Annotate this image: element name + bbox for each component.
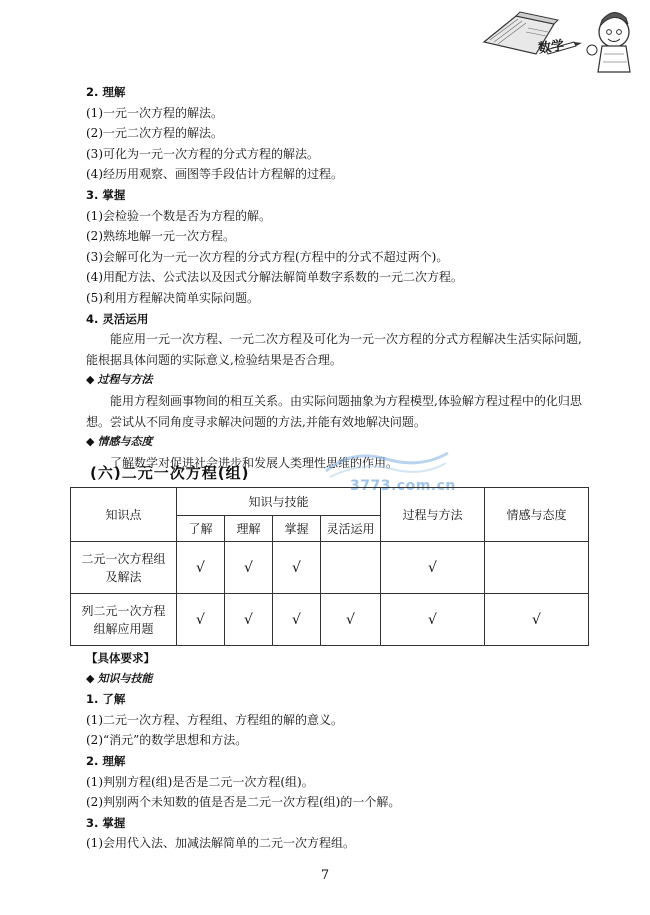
table-row bbox=[71, 542, 589, 594]
requirements-table bbox=[70, 487, 589, 646]
diamond-bullet-icon: ◆ bbox=[86, 373, 95, 387]
section-title: (六)二元一次方程(组) bbox=[90, 464, 250, 482]
check-mark: √ bbox=[381, 594, 485, 646]
check-mark: √ bbox=[273, 594, 321, 646]
check-mark bbox=[485, 542, 589, 594]
row-label-line: 组解应用题 bbox=[93, 621, 154, 636]
table-row bbox=[71, 594, 589, 646]
page-number: 7 bbox=[320, 868, 330, 883]
list-item: (2)“消元”的数学思想和方法。 bbox=[86, 733, 248, 748]
row-label bbox=[71, 542, 177, 594]
list-item: (2)判别两个未知数的值是否是二元一次方程(组)的一个解。 bbox=[86, 795, 401, 810]
list-item: (1)会用代入法、加减法解简单的二元一次方程组。 bbox=[86, 836, 355, 851]
col-header-process-method: 过程与方法 bbox=[381, 488, 485, 542]
paragraph-process-method: 能用方程刻画事物间的相互关系。由实际问题抽象为方程模型,体验解方程过程中的化归思想。尝试从不同角度寻求解决问题的方法,并能有效地解决问题。 bbox=[86, 393, 582, 429]
diamond-bullet-icon: ◆ bbox=[86, 671, 95, 685]
heading-label: 过程与方法 bbox=[97, 373, 153, 387]
check-mark bbox=[321, 542, 381, 594]
sub-header-flexible: 灵活运用 bbox=[321, 516, 381, 542]
heading-know: 1. 了解 bbox=[86, 692, 126, 707]
row-label-line: 及解法 bbox=[105, 569, 142, 584]
heading-master: 3. 掌握 bbox=[86, 815, 126, 830]
heading-label: 知识与技能 bbox=[97, 671, 153, 685]
check-mark: √ bbox=[177, 594, 225, 646]
list-item: (2)一元二次方程的解法。 bbox=[86, 126, 223, 141]
list-item: (2)熟练地解一元一次方程。 bbox=[86, 229, 235, 244]
sub-header-understand: 理解 bbox=[225, 516, 273, 542]
check-mark: √ bbox=[321, 594, 381, 646]
heading-label: 情感与态度 bbox=[97, 435, 153, 449]
col-header-knowledge-point: 知识点 bbox=[71, 488, 177, 542]
list-item: (4)用配方法、公式法以及因式分解法解简单数字系数的一元二次方程。 bbox=[86, 270, 464, 285]
list-item: (5)利用方程解决简单实际问题。 bbox=[86, 290, 259, 305]
col-header-knowledge-skills: 知识与技能 bbox=[177, 488, 381, 516]
specific-requirements-section bbox=[86, 648, 586, 854]
intro-section bbox=[86, 82, 586, 473]
list-item: (1)一元一次方程的解法。 bbox=[86, 105, 223, 120]
list-item: (4)经历用观察、画图等手段估计方程解的过程。 bbox=[86, 167, 343, 182]
heading-master: 3. 掌握 bbox=[86, 187, 126, 202]
paragraph-emotion-attitude: 了解数学对促进社会进步和发展人类理性思维的作用。 bbox=[110, 455, 399, 470]
check-mark: √ bbox=[273, 542, 321, 594]
heading-flexible-use: 4. 灵活运用 bbox=[86, 311, 149, 326]
watermark-text: 3773.com.cn bbox=[350, 478, 456, 494]
sub-header-know: 了解 bbox=[177, 516, 225, 542]
list-item: (1)二元一次方程、方程组、方程组的解的意义。 bbox=[86, 712, 343, 727]
heading-understand: 2. 理解 bbox=[86, 753, 126, 768]
heading-process-method bbox=[86, 370, 586, 391]
paragraph-flexible-use: 能应用一元一次方程、一元二次方程及可化为一元一次方程的分式方程解决生活实际问题,能根据具体问题的实际意义,检验结果是否合理。 bbox=[86, 332, 582, 367]
list-item: (1)判别方程(组)是否是二元一次方程(组)。 bbox=[86, 774, 314, 789]
list-item: (1)会检验一个数是否为方程的解。 bbox=[86, 208, 271, 223]
subject-badge: 数学 bbox=[537, 38, 566, 57]
check-mark: √ bbox=[485, 594, 589, 646]
row-label bbox=[71, 594, 177, 646]
table-header-row bbox=[71, 488, 589, 516]
heading-knowledge-skills bbox=[86, 669, 586, 690]
row-label-line: 列二元一次方程 bbox=[81, 603, 166, 618]
row-label-line: 二元一次方程组 bbox=[81, 551, 166, 566]
heading-understand: 2. 理解 bbox=[86, 85, 126, 99]
check-mark: √ bbox=[381, 542, 485, 594]
diamond-bullet-icon: ◆ bbox=[86, 435, 95, 449]
check-mark: √ bbox=[225, 594, 273, 646]
list-item: (3)可化为一元一次方程的分式方程的解法。 bbox=[86, 146, 319, 161]
sub-header-master: 掌握 bbox=[273, 516, 321, 542]
heading-specific-requirements: 【具体要求】 bbox=[86, 651, 155, 665]
check-mark: √ bbox=[225, 542, 273, 594]
check-mark: √ bbox=[177, 542, 225, 594]
list-item: (3)会解可化为一元一次方程的分式方程(方程中的分式不超过两个)。 bbox=[86, 249, 449, 264]
col-header-emotion-attitude: 情感与态度 bbox=[485, 488, 589, 542]
heading-emotion-attitude bbox=[86, 432, 586, 453]
